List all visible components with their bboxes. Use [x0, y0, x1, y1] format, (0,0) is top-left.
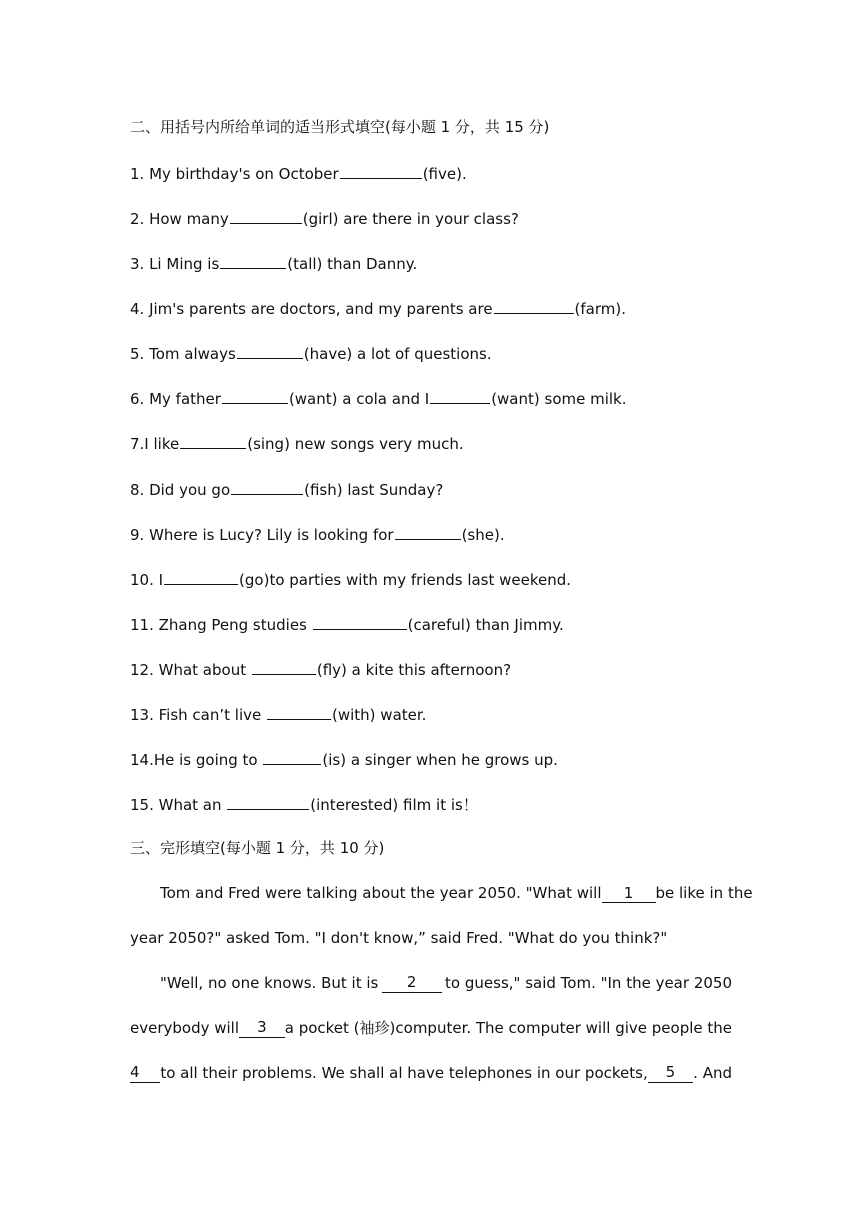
- q4-hint: (farm).: [574, 300, 627, 318]
- q8-hint: (fish) last Sunday?: [304, 481, 444, 499]
- cloze-text: be like in the: [655, 884, 753, 902]
- q1-hint: (five).: [422, 165, 467, 183]
- question-15: [130, 793, 478, 813]
- cloze-text: to all their problems. We shall al have telephones in our pockets,: [160, 1064, 648, 1082]
- cloze-text: Tom and Fred were talking about the year 2050. "What will: [160, 884, 602, 902]
- q1-text: 1. My birthday's on October: [130, 165, 339, 183]
- q14-blank[interactable]: [263, 748, 321, 765]
- q12-text: 12. What about: [130, 661, 251, 679]
- q12-blank[interactable]: [252, 658, 316, 675]
- q7-text: 7.I like: [130, 435, 180, 453]
- question-8: [130, 478, 443, 498]
- cloze-p2-line2: [130, 1018, 732, 1038]
- q10-blank[interactable]: [164, 568, 238, 585]
- q6-blank-2[interactable]: [430, 387, 490, 404]
- cloze-p1-line2: year 2050?" asked Tom. "I don't know,” said Fred. "What do you think?": [130, 929, 668, 947]
- q15-blank[interactable]: [227, 793, 309, 810]
- q14-hint: (is) a singer when he grows up.: [322, 751, 558, 769]
- question-2: [130, 207, 519, 227]
- q12-hint: (fly) a kite this afternoon?: [316, 661, 512, 679]
- q4-text: 4. Jim's parents are doctors, and my parents are: [130, 300, 493, 318]
- q6-hint: (want) some milk.: [491, 390, 627, 408]
- q3-text: 3. Li Ming is: [130, 255, 220, 273]
- cloze-p2-line3: [130, 1063, 732, 1083]
- question-11: [130, 613, 564, 633]
- question-5: [130, 342, 492, 362]
- q3-blank[interactable]: [220, 252, 286, 269]
- q13-blank[interactable]: [267, 703, 331, 720]
- q5-text: 5. Tom always: [130, 345, 236, 363]
- cloze-text: a pocket (袖珍)computer. The computer will give people the: [284, 1019, 732, 1037]
- question-12: [130, 658, 511, 678]
- cloze-text: everybody will: [130, 1019, 240, 1037]
- cloze-p2-line1: [130, 973, 732, 993]
- section-3-heading: 三、完形填空(每小题 1 分，共 10 分): [130, 839, 385, 857]
- question-13: [130, 703, 426, 723]
- question-7: [130, 432, 464, 452]
- cloze-blank-3[interactable]: 3: [239, 1018, 285, 1038]
- q8-text: 8. Did you go: [130, 481, 231, 499]
- q7-blank[interactable]: [180, 432, 246, 449]
- question-14: [130, 748, 558, 768]
- q13-text: 13. Fish can’t live: [130, 706, 266, 724]
- cloze-blank-1[interactable]: 1: [602, 884, 656, 903]
- q3-hint: (tall) than Danny.: [287, 255, 418, 273]
- q13-hint: (with) water.: [332, 706, 427, 724]
- cloze-blank-2[interactable]: 2: [382, 973, 442, 993]
- cloze-text: to guess," said Tom. "In the year 2050: [445, 974, 732, 992]
- question-10: [130, 568, 571, 588]
- q4-blank[interactable]: [494, 297, 574, 314]
- question-9: [130, 523, 505, 543]
- q11-hint: (careful) than Jimmy.: [407, 616, 564, 634]
- cloze-text: . And: [693, 1064, 732, 1082]
- section-2-heading: 二、用括号内所给单词的适当形式填空(每小题 1 分，共 15 分): [130, 118, 550, 136]
- cloze-blank-5[interactable]: 5: [648, 1063, 693, 1083]
- q1-blank[interactable]: [340, 162, 422, 179]
- q5-hint: (have) a lot of questions.: [303, 345, 492, 363]
- q8-blank[interactable]: [231, 478, 303, 495]
- q6-mid: (want) a cola and I: [288, 390, 430, 408]
- q2-blank[interactable]: [230, 207, 302, 224]
- q6-text: 6. My father: [130, 390, 221, 408]
- q2-hint: (girl) are there in your class?: [302, 210, 519, 228]
- q10-hint: (go)to parties with my friends last weekend.: [239, 571, 572, 589]
- q11-blank[interactable]: [313, 613, 407, 630]
- q2-text: 2. How many: [130, 210, 229, 228]
- cloze-text: "Well, no one knows. But it is: [160, 974, 379, 992]
- q9-text: 9. Where is Lucy? Lily is looking for: [130, 526, 394, 544]
- q9-blank[interactable]: [395, 523, 461, 540]
- q5-blank[interactable]: [237, 342, 303, 359]
- q9-hint: (she).: [461, 526, 505, 544]
- cloze-blank-4[interactable]: 4: [130, 1063, 160, 1083]
- q15-hint: (interested) film it is！: [310, 796, 478, 814]
- question-1: [130, 162, 467, 182]
- q11-text: 11. Zhang Peng studies: [130, 616, 312, 634]
- question-6: [130, 387, 627, 407]
- question-4: [130, 297, 626, 317]
- q6-blank-1[interactable]: [222, 387, 288, 404]
- q15-text: 15. What an: [130, 796, 227, 814]
- question-3: [130, 252, 417, 272]
- cloze-p1-line1: [130, 883, 753, 903]
- q14-text: 14.He is going to: [130, 751, 263, 769]
- q10-text: 10. I: [130, 571, 164, 589]
- q7-hint: (sing) new songs very much.: [247, 435, 464, 453]
